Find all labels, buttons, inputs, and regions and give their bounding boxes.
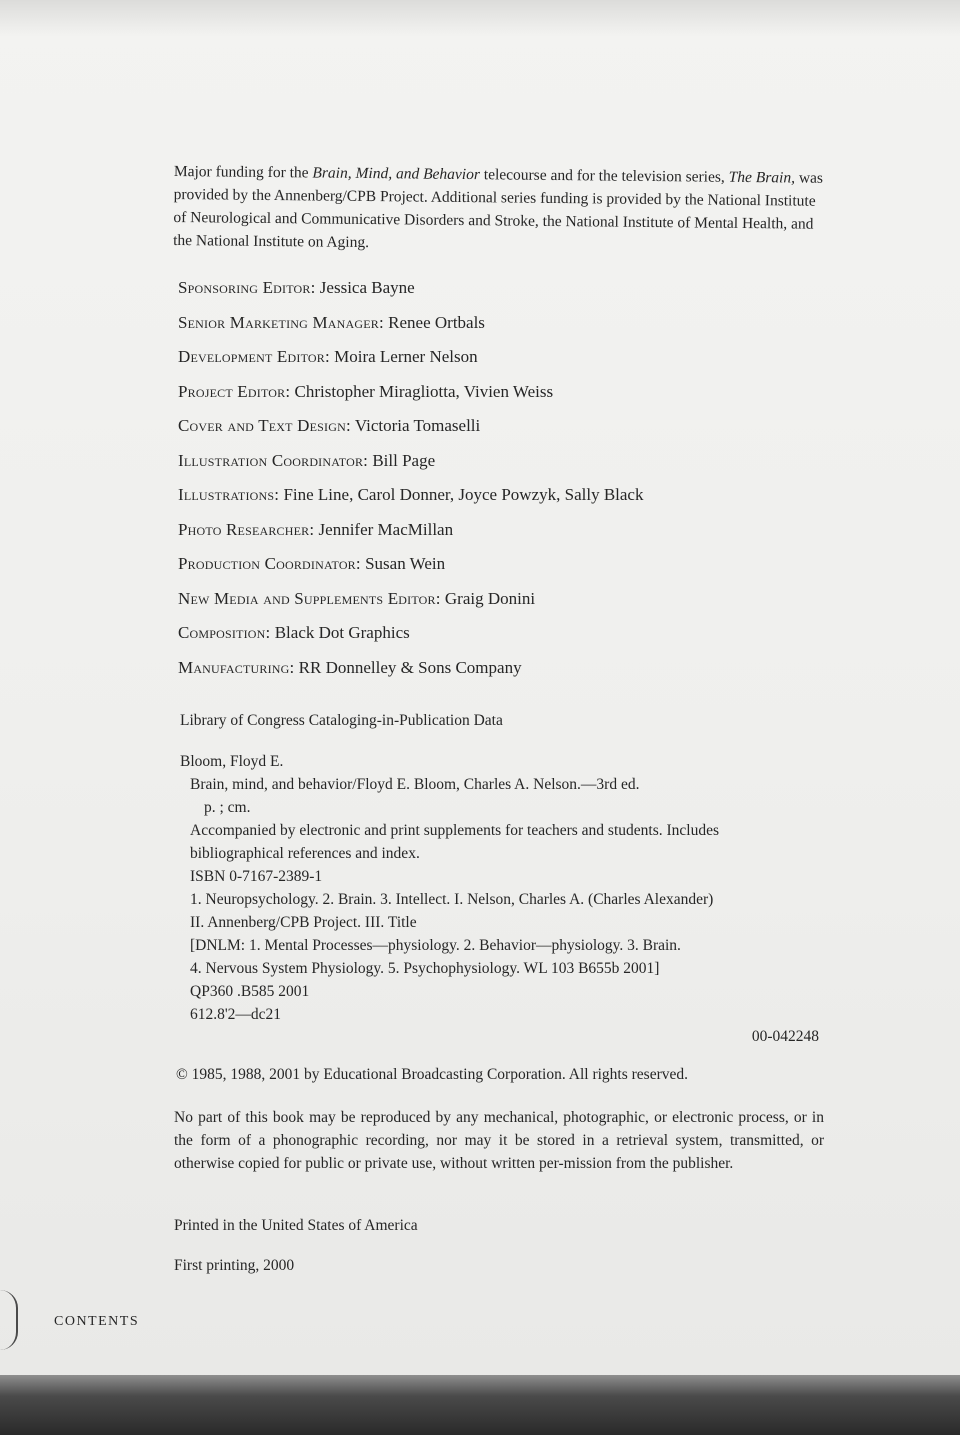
funding-statement <box>173 160 824 259</box>
cip-pages: p. ; cm. <box>204 799 251 816</box>
cip-heading: Library of Congress Cataloging-in-Publication Data <box>180 712 503 729</box>
credit-line: Illustrations: Fine Line, Carol Donner, Joyce Powzyk, Sally Black <box>178 485 644 504</box>
background-below-page <box>0 1375 960 1435</box>
telecourse-title: Brain, Mind, and Behavior <box>312 164 481 184</box>
credit-line: Illustration Coordinator: Bill Page <box>178 450 436 470</box>
copyright-notice: © 1985, 1988, 2001 by Educational Broadcasting Corporation. All rights reserved. <box>176 1066 688 1083</box>
cip-dewey: 612.8'2—dc21 <box>190 1006 282 1023</box>
running-footer: CONTENTS <box>54 1314 140 1329</box>
first-printing: First printing, 2000 <box>174 1257 295 1274</box>
rights-statement: No part of this book may be reproduced by any mechanical, photographic, or electronic process, or in the form of a phonographic recording, nor may it be stored in a retrieval system, transmitted, or otherwise copied for public or private use, without written per-mission from the publisher. <box>174 1109 824 1172</box>
cip-note: bibliographical references and index. <box>190 845 420 862</box>
cip-author: Bloom, Floyd E. <box>180 753 284 770</box>
cip-note: Accompanied by electronic and print supplements for teachers and students. Includes <box>190 822 719 839</box>
cip-subjects: 1. Neuropsychology. 2. Brain. 3. Intellect. I. Nelson, Charles A. (Charles Alexander) <box>190 891 714 908</box>
credit-line: Cover and Text Design: Victoria Tomaselli <box>178 416 481 435</box>
funding-text-3: was provided by the Annenberg/CPB Project. Additional series funding is provided by the National Institute of Neurological and Communicative Disorders and Stroke, the National Institute of Mental Health, and the National Institute on Aging. <box>173 169 824 252</box>
credit-line: Senior Marketing Manager: Renee Ortbals <box>178 312 485 332</box>
credit-line: Photo Researcher: Jennifer MacMillan <box>178 519 454 539</box>
page-shadow <box>0 0 960 36</box>
cip-call-number: QP360 .B585 2001 <box>190 983 310 1000</box>
credits-list <box>178 278 818 692</box>
credit-line: Project Editor: Christopher Miragliotta, Vivien Weiss <box>178 381 554 401</box>
cip-dnlm: [DNLM: 1. Mental Processes—physiology. 2. Behavior—physiology. 3. Brain. <box>190 937 681 954</box>
cip-isbn: ISBN 0-7167-2389-1 <box>190 868 323 885</box>
series-title: The Brain, <box>728 168 796 187</box>
page-curl <box>0 1290 18 1350</box>
credit-line: Production Coordinator: Susan Wein <box>178 554 446 573</box>
cip-record <box>180 750 820 1026</box>
credit-line: Development Editor: Moira Lerner Nelson <box>178 347 478 366</box>
copyright-page-content <box>173 160 824 1274</box>
funding-text-2: telecourse and for the television series, <box>479 166 729 186</box>
lccn: 00-042248 <box>751 1028 819 1045</box>
credit-line: Sponsoring Editor: Jessica Bayne <box>178 278 415 297</box>
funding-text-1: Major funding for the <box>173 162 313 182</box>
cip-subjects: II. Annenberg/CPB Project. III. Title <box>190 914 417 931</box>
cip-title: Brain, mind, and behavior/Floyd E. Bloom, Charles A. Nelson.—3rd ed. <box>190 776 640 793</box>
cip-dnlm: 4. Nervous System Physiology. 5. Psychophysiology. WL 103 B655b 2001] <box>190 960 660 977</box>
printed-in: Printed in the United States of America <box>174 1217 418 1234</box>
credit-line: Manufacturing: RR Donnelley & Sons Company <box>178 657 522 677</box>
credit-line: New Media and Supplements Editor: Graig Donini <box>178 588 536 608</box>
credit-line: Composition: Black Dot Graphics <box>178 623 410 642</box>
